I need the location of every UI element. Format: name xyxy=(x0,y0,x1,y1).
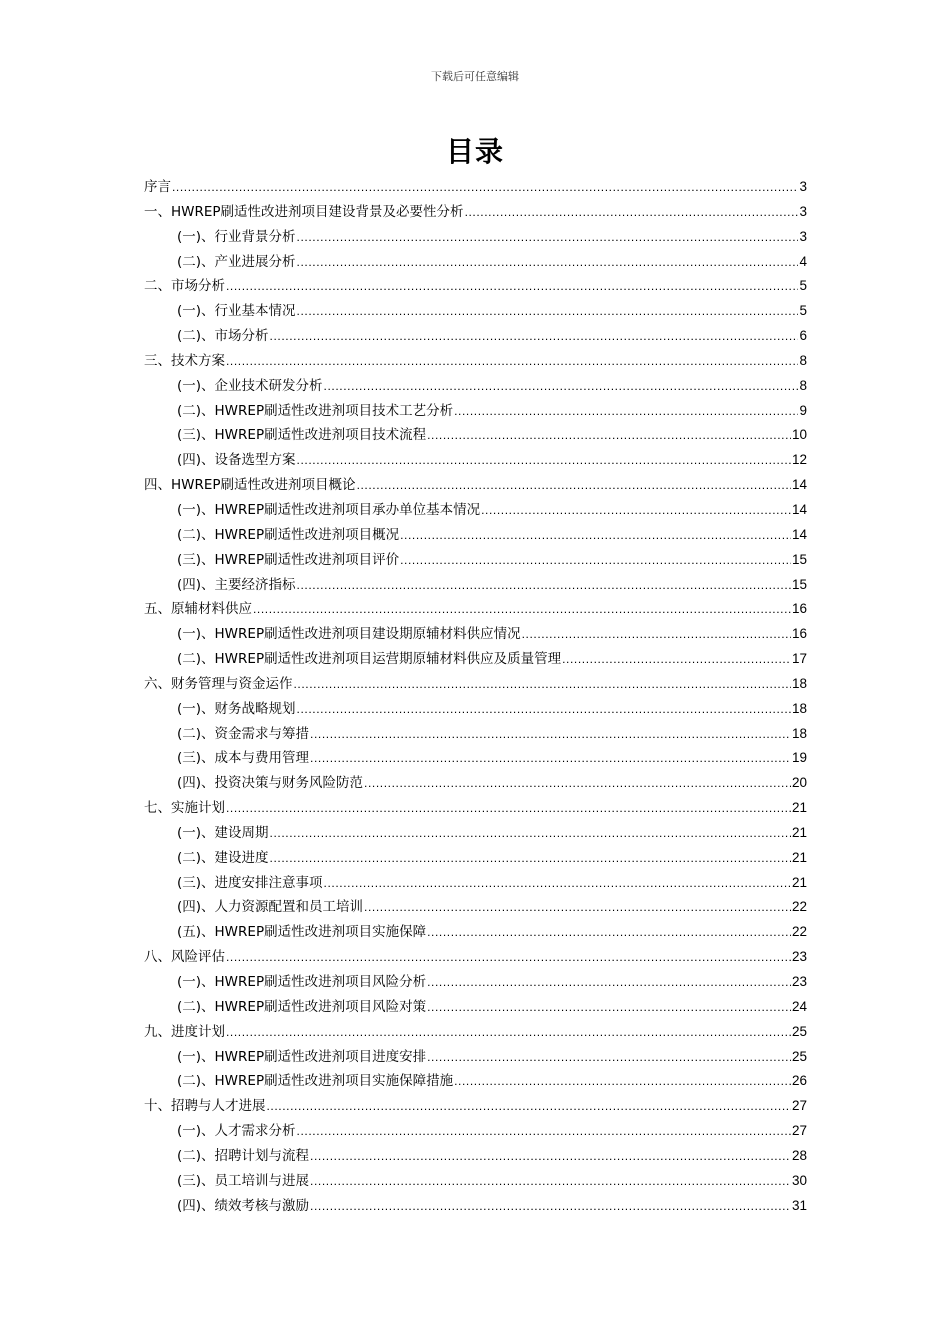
toc-entry-label: (二)、HWREP刷适性改进剂项目运营期原辅材料供应及质量管理 xyxy=(177,651,562,668)
toc-entry[interactable] xyxy=(144,748,807,773)
toc-dot-leader xyxy=(562,649,791,669)
toc-dot-leader xyxy=(310,748,791,768)
toc-entry-page-number: 6 xyxy=(799,328,807,344)
toc-entry-label: (三)、HWREP刷适性改进剂项目评价 xyxy=(177,551,400,568)
toc-entry-page-number: 14 xyxy=(791,501,807,517)
toc-entry-page-number: 3 xyxy=(799,228,807,244)
toc-entry-label: 三、技术方案 xyxy=(144,352,225,369)
toc-entry-page-number: 21 xyxy=(791,824,807,840)
toc-entry-page-number: 16 xyxy=(791,601,807,617)
toc-entry[interactable] xyxy=(144,1096,807,1121)
toc-entry-page-number: 10 xyxy=(791,427,807,443)
toc-entry-page-number: 8 xyxy=(799,377,807,393)
toc-dot-leader xyxy=(364,773,791,793)
toc-entry-label: (二)、HWREP刷适性改进剂项目概况 xyxy=(177,526,400,543)
toc-entry-page-number: 20 xyxy=(791,775,807,791)
toc-entry[interactable] xyxy=(144,351,807,376)
toc-entry[interactable] xyxy=(144,575,807,600)
toc-entry-label: 八、风险评估 xyxy=(144,949,225,966)
toc-entry-label: (四)、主要经济指标 xyxy=(177,576,296,593)
toc-entry-page-number: 22 xyxy=(791,899,807,915)
toc-entry-label: (一)、行业基本情况 xyxy=(177,303,296,320)
toc-entry[interactable] xyxy=(144,1196,807,1221)
toc-entry-page-number: 25 xyxy=(791,1048,807,1064)
toc-dot-leader xyxy=(357,475,791,495)
toc-entry-page-number: 21 xyxy=(791,874,807,890)
toc-entry-label: (五)、HWREP刷适性改进剂项目实施保障 xyxy=(177,924,427,941)
toc-entry-page-number: 3 xyxy=(799,179,807,194)
toc-dot-leader xyxy=(226,276,798,296)
toc-entry-label: 十、招聘与人才进展 xyxy=(144,1098,266,1115)
toc-dot-leader xyxy=(324,376,799,396)
toc-dot-leader xyxy=(294,674,791,694)
toc-entry-label: 五、原辅材料供应 xyxy=(144,601,252,618)
toc-entry[interactable] xyxy=(144,401,807,426)
toc-entry-page-number: 21 xyxy=(791,800,807,816)
toc-entry[interactable] xyxy=(144,376,807,401)
toc-entry-page-number: 27 xyxy=(791,1098,807,1114)
toc-entry[interactable] xyxy=(144,873,807,898)
toc-entry-page-number: 18 xyxy=(791,675,807,691)
toc-entry[interactable] xyxy=(144,500,807,525)
toc-dot-leader xyxy=(310,1171,791,1191)
toc-dot-leader xyxy=(454,1071,791,1091)
toc-entry-label: (四)、投资决策与财务风险防范 xyxy=(177,775,364,792)
toc-entry[interactable] xyxy=(144,699,807,724)
toc-entry[interactable] xyxy=(144,922,807,947)
toc-entry-label: (三)、成本与费用管理 xyxy=(177,750,310,767)
toc-dot-leader xyxy=(297,450,791,470)
toc-entry-page-number: 3 xyxy=(799,203,807,219)
toc-entry-page-number: 23 xyxy=(791,974,807,989)
toc-entry[interactable] xyxy=(144,425,807,450)
toc-entry-label: (二)、市场分析 xyxy=(177,328,269,345)
toc-dot-leader xyxy=(427,425,791,445)
toc-entry-label: (一)、HWREP刷适性改进剂项目建设期原辅材料供应情况 xyxy=(177,626,521,643)
toc-entry[interactable] xyxy=(144,798,807,823)
toc-entry-page-number: 27 xyxy=(791,1123,807,1139)
toc-entry-label: (三)、员工培训与进展 xyxy=(177,1172,310,1189)
toc-dot-leader xyxy=(427,1047,791,1067)
toc-entry-label: (二)、HWREP刷适性改进剂项目风险对策 xyxy=(177,998,427,1015)
toc-entry[interactable] xyxy=(144,475,807,500)
toc-entry-label: (二)、HWREP刷适性改进剂项目实施保障措施 xyxy=(177,1073,454,1090)
toc-dot-leader xyxy=(270,326,799,346)
toc-entry-label: (二)、建设进度 xyxy=(177,849,269,866)
toc-entry[interactable] xyxy=(144,227,807,252)
toc-dot-leader xyxy=(297,227,799,247)
toc-entry[interactable] xyxy=(144,674,807,699)
toc-entry-label: (一)、HWREP刷适性改进剂项目承办单位基本情况 xyxy=(177,501,481,518)
toc-entry-label: (三)、HWREP刷适性改进剂项目技术流程 xyxy=(177,427,427,444)
toc-entry-label: (四)、设备选型方案 xyxy=(177,452,296,469)
toc-entry[interactable] xyxy=(144,202,807,227)
toc-dot-leader xyxy=(297,252,799,272)
toc-entry-page-number: 31 xyxy=(791,1197,807,1213)
toc-entry-page-number: 18 xyxy=(791,725,807,741)
toc-entry-label: (一)、企业技术研发分析 xyxy=(177,377,323,394)
toc-entry-label: 四、HWREP刷适性改进剂项目概论 xyxy=(144,477,356,494)
toc-dot-leader xyxy=(226,1022,791,1042)
toc-dot-leader xyxy=(454,401,798,421)
toc-entry-page-number: 18 xyxy=(791,700,807,716)
toc-entry-label: 序言 xyxy=(144,179,171,195)
toc-dot-leader xyxy=(297,575,791,595)
toc-dot-leader xyxy=(522,624,791,644)
toc-entry[interactable] xyxy=(144,326,807,351)
toc-dot-leader xyxy=(364,897,791,917)
toc-entry[interactable] xyxy=(144,1047,807,1072)
toc-dot-leader xyxy=(310,724,791,744)
toc-entry-label: 九、进度计划 xyxy=(144,1023,225,1040)
toc-entry-label: (一)、人才需求分析 xyxy=(177,1123,296,1140)
toc-entry-page-number: 8 xyxy=(799,352,807,368)
toc-entry[interactable] xyxy=(144,599,807,624)
toc-entry-page-number: 17 xyxy=(791,651,807,667)
toc-dot-leader xyxy=(400,550,791,570)
toc-entry[interactable] xyxy=(144,1146,807,1171)
toc-dot-leader xyxy=(427,972,791,992)
toc-entry-label: (二)、招聘计划与流程 xyxy=(177,1147,310,1164)
toc-dot-leader xyxy=(400,525,791,545)
toc-dot-leader xyxy=(226,798,791,818)
toc-entry-page-number: 23 xyxy=(791,949,807,965)
toc-entry[interactable] xyxy=(144,177,807,202)
toc-entry[interactable] xyxy=(144,301,807,326)
toc-dot-leader xyxy=(427,922,791,942)
toc-entry-page-number: 24 xyxy=(791,998,807,1014)
toc-entry-label: (二)、资金需求与筹措 xyxy=(177,725,310,742)
toc-entry-page-number: 9 xyxy=(799,402,807,418)
toc-entry-label: (四)、人力资源配置和员工培训 xyxy=(177,899,364,916)
toc-dot-leader xyxy=(297,699,791,719)
toc-entry-label: (三)、进度安排注意事项 xyxy=(177,874,323,891)
toc-dot-leader xyxy=(324,873,791,893)
toc-entry-label: (四)、绩效考核与激励 xyxy=(177,1197,310,1214)
toc-entry[interactable] xyxy=(144,823,807,848)
toc-entry[interactable] xyxy=(144,1171,807,1196)
toc-entry-label: (二)、产业进展分析 xyxy=(177,253,296,270)
toc-entry-page-number: 30 xyxy=(791,1172,807,1188)
toc-dot-leader xyxy=(270,823,791,843)
toc-entry[interactable] xyxy=(144,947,807,972)
toc-dot-leader xyxy=(297,301,799,321)
toc-dot-leader xyxy=(310,1196,791,1216)
toc-entry[interactable] xyxy=(144,525,807,550)
toc-entry[interactable] xyxy=(144,624,807,649)
toc-entry-page-number: 19 xyxy=(791,750,807,766)
toc-entry-page-number: 15 xyxy=(791,551,807,567)
toc-entry-page-number: 16 xyxy=(791,626,807,642)
table-of-contents xyxy=(144,177,807,1220)
toc-dot-leader xyxy=(172,177,798,197)
toc-entry-label: (一)、财务战略规划 xyxy=(177,700,296,717)
toc-dot-leader xyxy=(226,947,791,967)
toc-title: 目录 xyxy=(445,135,504,168)
toc-entry[interactable] xyxy=(144,724,807,749)
toc-entry[interactable] xyxy=(144,848,807,873)
toc-entry-label: 七、实施计划 xyxy=(144,800,225,817)
toc-entry-page-number: 26 xyxy=(791,1073,807,1089)
toc-dot-leader xyxy=(253,599,791,619)
toc-entry-page-number: 28 xyxy=(791,1147,807,1163)
toc-entry-label: 一、HWREP刷适性改进剂项目建设背景及必要性分析 xyxy=(144,203,464,220)
toc-entry-page-number: 14 xyxy=(791,477,807,493)
toc-entry-page-number: 4 xyxy=(799,253,807,269)
toc-entry[interactable] xyxy=(144,252,807,277)
toc-entry-page-number: 22 xyxy=(791,924,807,940)
toc-entry-page-number: 25 xyxy=(791,1023,807,1039)
toc-entry[interactable] xyxy=(144,1071,807,1096)
toc-dot-leader xyxy=(427,997,791,1017)
toc-entry-page-number: 14 xyxy=(791,526,807,542)
toc-entry[interactable] xyxy=(144,1121,807,1146)
toc-entry-label: (一)、行业背景分析 xyxy=(177,228,296,245)
toc-entry-label: (一)、HWREP刷适性改进剂项目进度安排 xyxy=(177,1048,427,1065)
toc-dot-leader xyxy=(297,1121,791,1141)
toc-entry-label: 六、财务管理与资金运作 xyxy=(144,675,293,692)
toc-entry[interactable] xyxy=(144,450,807,475)
toc-entry-page-number: 12 xyxy=(791,452,807,468)
toc-dot-leader xyxy=(481,500,791,520)
toc-dot-leader xyxy=(270,848,791,868)
toc-entry[interactable] xyxy=(144,649,807,674)
toc-entry-page-number: 15 xyxy=(791,576,807,592)
toc-entry-label: 二、市场分析 xyxy=(144,278,225,295)
toc-entry[interactable] xyxy=(144,997,807,1022)
toc-entry-label: (二)、HWREP刷适性改进剂项目技术工艺分析 xyxy=(177,402,454,419)
toc-dot-leader xyxy=(310,1146,791,1166)
toc-dot-leader xyxy=(465,202,799,222)
toc-entry-label: (一)、建设周期 xyxy=(177,824,269,841)
toc-entry-label: (一)、HWREP刷适性改进剂项目风险分析 xyxy=(177,974,427,990)
toc-entry-page-number: 5 xyxy=(799,278,807,294)
toc-entry[interactable] xyxy=(144,1022,807,1047)
toc-entry[interactable] xyxy=(144,773,807,798)
toc-entry[interactable] xyxy=(144,972,807,997)
toc-entry[interactable] xyxy=(144,897,807,922)
page-header-note: 下载后可任意编辑 xyxy=(431,70,519,83)
toc-entry[interactable] xyxy=(144,276,807,301)
toc-entry-page-number: 21 xyxy=(791,849,807,865)
toc-dot-leader xyxy=(267,1096,791,1116)
toc-entry-page-number: 5 xyxy=(799,303,807,319)
toc-entry[interactable] xyxy=(144,550,807,575)
toc-dot-leader xyxy=(226,351,798,371)
